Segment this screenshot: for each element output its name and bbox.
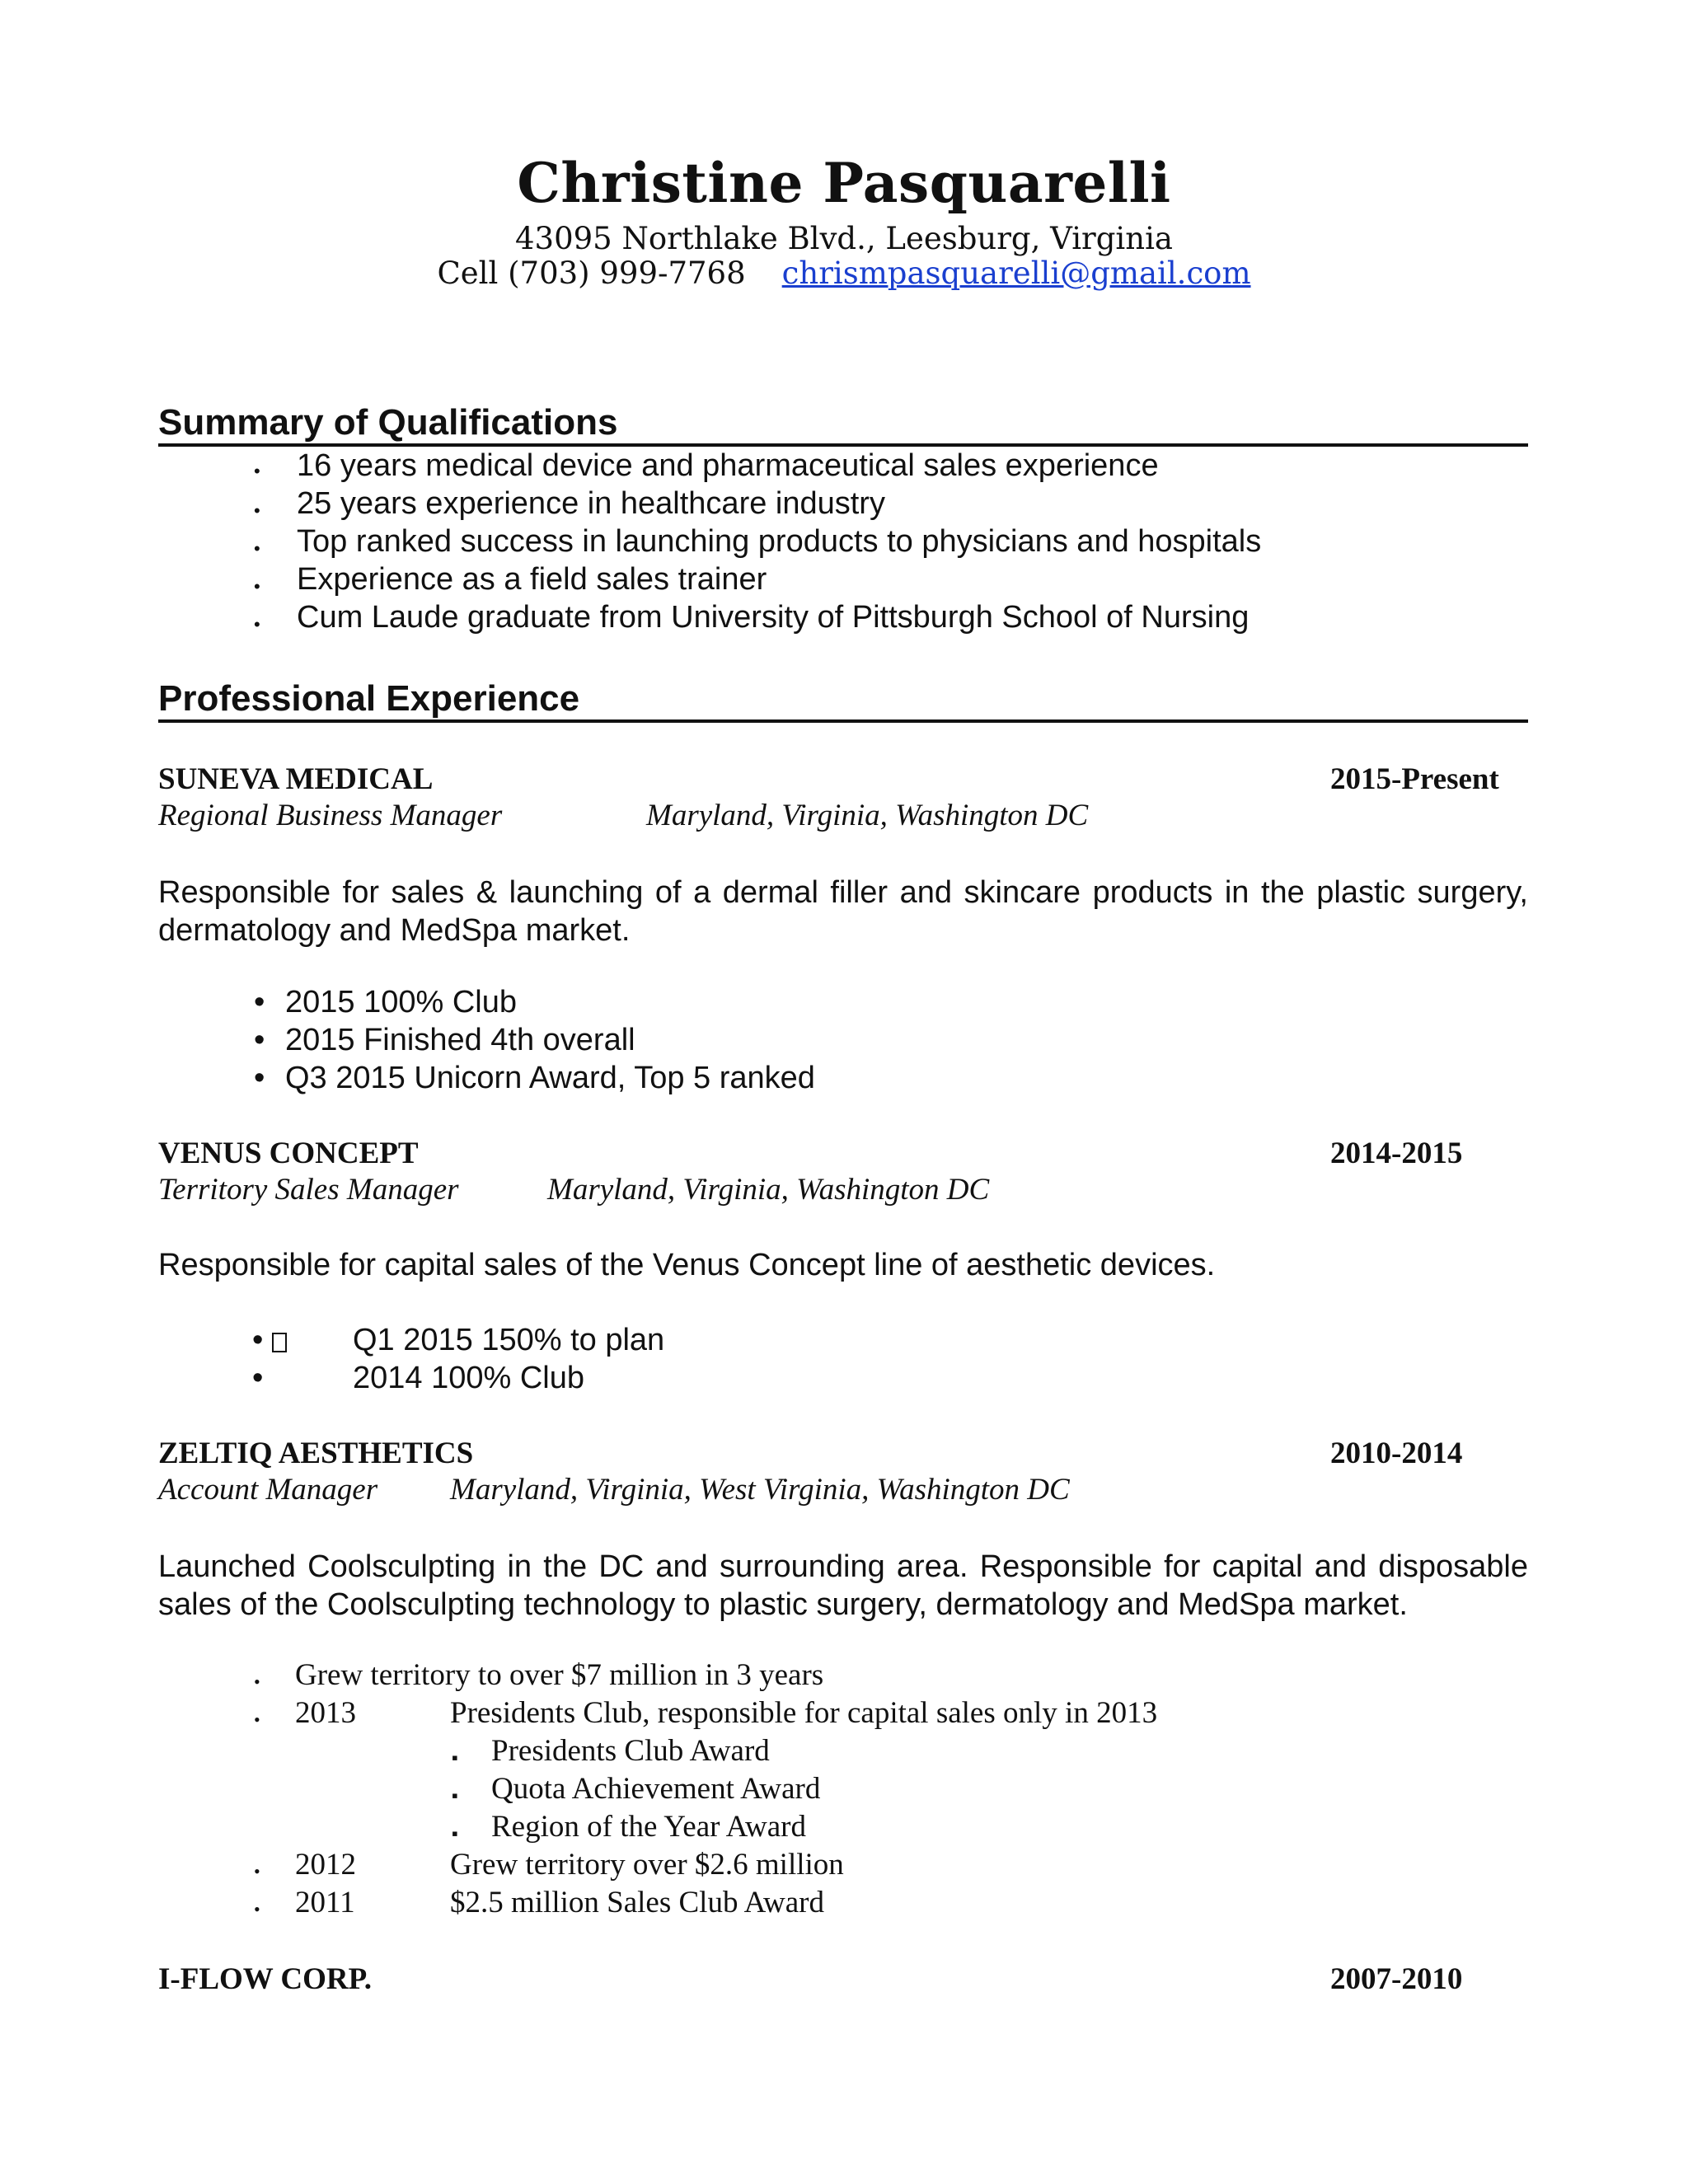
list-item: Q1 2015 150% to plan — [353, 1323, 665, 1357]
list-item — [254, 450, 260, 485]
bullet-icon: • — [254, 985, 265, 1019]
square-bullet-icon: ▪ — [452, 1785, 458, 1806]
company-venus: VENUS CONCEPT — [158, 1137, 419, 1170]
bullet-icon: • — [252, 1323, 264, 1357]
list-item: 16 years medical device and pharmaceutical sales experience — [297, 448, 1159, 483]
list-item — [254, 603, 260, 639]
list-item-year: 2013 — [295, 1696, 356, 1730]
list-item — [254, 1850, 260, 1886]
list-item — [254, 1699, 260, 1734]
missing-glyph-icon — [272, 1333, 287, 1352]
list-item: 25 years experience in healthcare industry — [297, 486, 885, 521]
email-link[interactable]: chrismpasquarelli@gmail.com — [781, 255, 1251, 291]
location-venus: Maryland, Virginia, Washington DC — [547, 1173, 990, 1207]
list-item-year: 2012 — [295, 1848, 356, 1882]
company-zeltiq: ZELTIQ AESTHETICS — [158, 1436, 474, 1470]
bullet-icon: • — [254, 1899, 260, 1919]
list-item: Cum Laude graduate from University of Pittsburgh School of Nursing — [297, 600, 1250, 635]
list-item: 2015 Finished 4th overall — [285, 1023, 635, 1057]
bullet-icon: • — [252, 1361, 264, 1395]
description-venus: Responsible for capital sales of the Venus Concept line of aesthetic devices. — [158, 1248, 1216, 1282]
dates-suneva: 2015-Present — [1330, 762, 1499, 796]
bullet-icon: • — [254, 500, 260, 521]
square-bullet-icon: ▪ — [452, 1747, 458, 1768]
contact-line — [0, 255, 1688, 291]
description-line: Launched Coolsculpting in the DC and surrounding area. Responsible for capital and disposable — [158, 1549, 1528, 1584]
bullet-icon: • — [254, 1061, 265, 1095]
list-item: $2.5 million Sales Club Award — [450, 1886, 824, 1919]
bullet-icon: • — [254, 461, 260, 481]
list-item: Q3 2015 Unicorn Award, Top 5 ranked — [285, 1061, 815, 1095]
address: 43095 Northlake Blvd., Leesburg, Virginia — [515, 221, 1173, 256]
description-line: sales of the Coolsculpting technology to plastic surgery, dermatology and MedSpa market. — [158, 1587, 1408, 1622]
description-line: Responsible for sales & launching of a dermal filler and skincare products in the plastic surgery, — [158, 875, 1528, 910]
role-suneva: Regional Business Manager — [158, 799, 503, 832]
list-item: 2014 100% Club — [353, 1361, 584, 1395]
square-bullet-icon: ▪ — [452, 1823, 458, 1844]
description-line: dermatology and MedSpa market. — [158, 913, 631, 948]
list-item: Top ranked success in launching products to physicians and hospitals — [297, 524, 1262, 559]
role-venus: Territory Sales Manager — [158, 1173, 459, 1207]
bullet-icon: • — [254, 576, 260, 597]
bullet-icon: • — [254, 614, 260, 635]
sub-list-item: Quota Achievement Award — [491, 1772, 821, 1806]
description-zeltiq — [158, 1548, 1528, 1624]
bullet-icon: • — [254, 538, 260, 559]
list-item: Presidents Club, responsible for capital sales only in 2013 — [450, 1696, 1158, 1730]
bullet-icon: • — [254, 1709, 260, 1730]
dates-venus: 2014-2015 — [1330, 1137, 1463, 1170]
description-suneva — [158, 874, 1528, 949]
list-item — [254, 527, 260, 563]
list-item — [254, 490, 260, 525]
list-item — [254, 565, 260, 601]
dates-zeltiq: 2010-2014 — [1330, 1436, 1463, 1470]
company-iflow: I-FLOW CORP. — [158, 1962, 373, 1996]
list-item: Grew territory over $2.6 million — [450, 1848, 844, 1882]
sub-list-item: Presidents Club Award — [491, 1734, 770, 1768]
list-item-year: 2011 — [295, 1886, 355, 1919]
candidate-name: Christine Pasquarelli — [517, 151, 1171, 215]
section-heading-experience: Professional Experience — [158, 678, 1528, 723]
role-zeltiq: Account Manager — [158, 1473, 378, 1507]
sub-list-item: Region of the Year Award — [491, 1810, 806, 1844]
list-item — [254, 1888, 260, 1924]
location-suneva: Maryland, Virginia, Washington DC — [646, 799, 1089, 832]
dates-iflow: 2007-2010 — [1330, 1962, 1463, 1996]
list-item: 2015 100% Club — [285, 985, 517, 1019]
location-zeltiq: Maryland, Virginia, West Virginia, Washington DC — [450, 1473, 1070, 1507]
bullet-icon: • — [254, 1861, 260, 1882]
bullet-icon: • — [254, 1023, 265, 1057]
bullet-icon: • — [254, 1671, 260, 1692]
list-item — [254, 1661, 260, 1696]
cell-phone: Cell (703) 999-7768 — [437, 255, 746, 291]
company-suneva: SUNEVA MEDICAL — [158, 762, 434, 796]
section-heading-summary: Summary of Qualifications — [158, 402, 1528, 447]
list-item: Grew territory to over $7 million in 3 years — [295, 1658, 824, 1692]
list-item: Experience as a field sales trainer — [297, 562, 767, 597]
